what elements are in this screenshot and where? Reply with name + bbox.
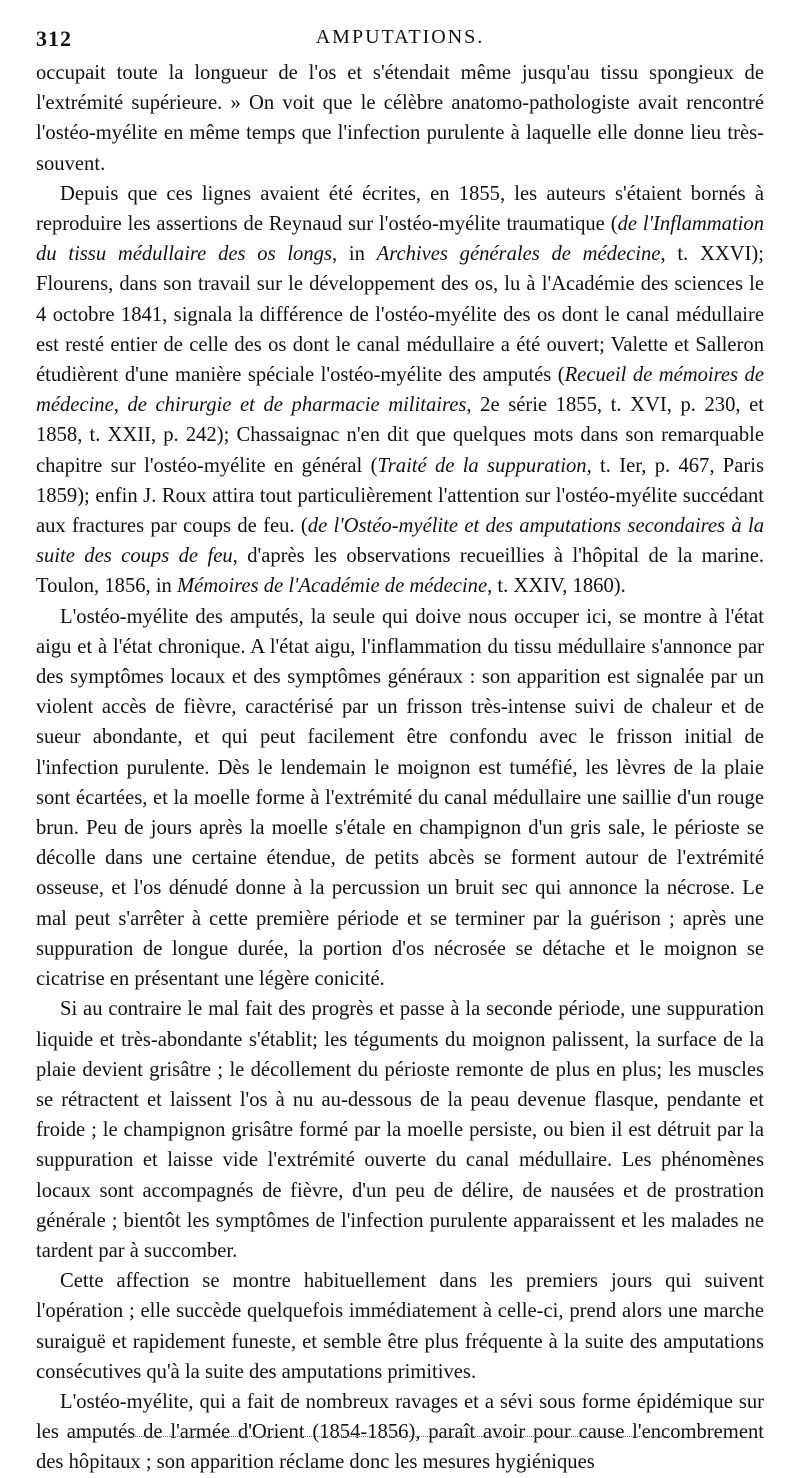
page-header: [36, 26, 764, 52]
citation-journal: Archives générales de médecine: [376, 243, 661, 266]
paragraph-continuation: occupait toute la longueur de l'os et s'étendait même jusqu'au tissu spongieux de l'extrémité supérieure. » On voit que le célèbre anatomo-pathologiste avait rencontré l'ostéo-myélite en même temps que l'infection purulente à laquelle elle donne lieu très-souvent.: [36, 62, 764, 175]
citation-journal: Recueil de mémoires de médecine, de chirurgie et de pharmacie militaires: [36, 364, 764, 417]
citation-title: de l'Ostéo-myélite et des amputations secondaires à la suite des coups de feu: [36, 515, 764, 568]
paragraph-second-period: Si au contraire le mal fait des progrès et passe à la seconde période, une suppuration liquide et très-abondante s'établit; les téguments du moignon palissent, la surface de la plaie devient grisâtre ; le décollement du périoste remonte de plus en plus; les muscles se rétractent et laissent l'os à nu au-dessous de la peau devenue flasque, pendante et froide ; le champignon grisâtre formé par la moelle persiste, ou bien il est détruit par la suppuration et laisse vide l'extrémité ouverte du canal médullaire. Les phénomènes locaux sont accompagnés de fièvre, d'un peu de délire, de nausées et de prostration générale ; bientôt les symptômes de l'infection purulente apparaissent et les malades ne tardent par à succomber.: [36, 998, 764, 1262]
citation-journal: Mémoires de l'Académie de médecine: [177, 575, 488, 598]
paragraph-timing: Cette affection se montre habituellement dans les premiers jours qui suivent l'opération ; elle succède quelquefois immédiatement à celle-ci, prend alors une marche suraiguë et rapidement funeste, et semble être plus fréquente à la suite des amputations consécutives qu'à la suite des amputations primitives.: [36, 1270, 764, 1383]
paragraph-bibliography: Depuis que ces lignes avaient été écrites, en 1855, les auteurs s'étaient bornés à reproduire les assertions de Reynaud sur l'ostéo-myélite traumatique (de l'Inflammation du tissu médullaire des os longs, in Archives générales de médecine, t. XXVI); Flourens, dans son travail sur le développement des os, lu à l'Académie des sciences le 4 octobre 1841, signala la différence de l'ostéo-myélite des os dont le canal médullaire est resté entier de celle des os dont le canal médullaire a été ouvert; Valette et Salleron étudièrent d'une manière spéciale l'ostéo-myélite des amputés (Recueil de mémoires de médecine, de chirurgie et de pharmacie militaires, 2e série 1855, t. XVI, p. 230, et 1858, t. XXII, p. 242); Chassaignac n'en dit que quelques mots dans son remarquable chapitre sur l'ostéo-myélite en général (Traité de la suppuration, t. Ier, p. 467, Paris 1859); enfin J. Roux attira tout particulièrement l'attention sur l'ostéo-myélite succédant aux fractures par coups de feu. (de l'Ostéo-myélite et des amputations secondaires à la suite des coups de feu, d'après les observations recueillies à l'hôpital de la marine. Toulon, 1856, in Mémoires de l'Académie de médecine, t. XXIV, 1860).: [36, 182, 765, 598]
running-title: AMPUTATIONS.: [315, 26, 485, 48]
page-body: [36, 58, 764, 1478]
bottom-dotted-rule: [70, 1436, 670, 1437]
paragraph-causes: L'ostéo-myélite, qui a fait de nombreux ravages et a sévi sous forme épidémique sur les amputés de l'armée d'Orient (1854-1856), paraît avoir pour cause l'encombrement des hôpitaux ; son apparition réclame donc les mesures hygiéniques: [36, 1390, 764, 1474]
citation-title: de l'Inflammation du tissu médullaire des os longs: [36, 213, 764, 266]
page-number: 312: [36, 26, 72, 51]
citation-title: Traité de la suppuration: [377, 454, 587, 477]
paragraph-acute-stage: L'ostéo-myélite des amputés, la seule qui doive nous occuper ici, se montre à l'état aigu et à l'état chronique. A l'état aigu, l'inflammation du tissu médullaire s'annonce par des symptômes locaux et des symptômes généraux : son apparition est signalée par un violent accès de fièvre, caractérisé par un frisson très-intense suivi de chaleur et de sueur abondante, et qui peut facilement être confondu avec le frisson initial de l'infection purulente. Dès le lendemain le moignon est tuméfié, les lèvres de la plaie sont écartées, et la moelle forme à l'extrémité du canal médullaire une saillie d'un rouge brun. Peu de jours après la moelle s'étale en champignon d'un gris sale, le périoste se décolle dans une certaine étendue, de petits abcès se forment autour de l'extrémité osseuse, et l'os dénudé donne à la percussion un bruit sec qui annonce la nécrose. Le mal peut s'arrêter à cette première période et se terminer par la guérison ; après une suppuration de longue durée, la portion d'os nécrosée se détache et le moignon se cicatrise en présentant une légère conicité.: [36, 605, 764, 991]
